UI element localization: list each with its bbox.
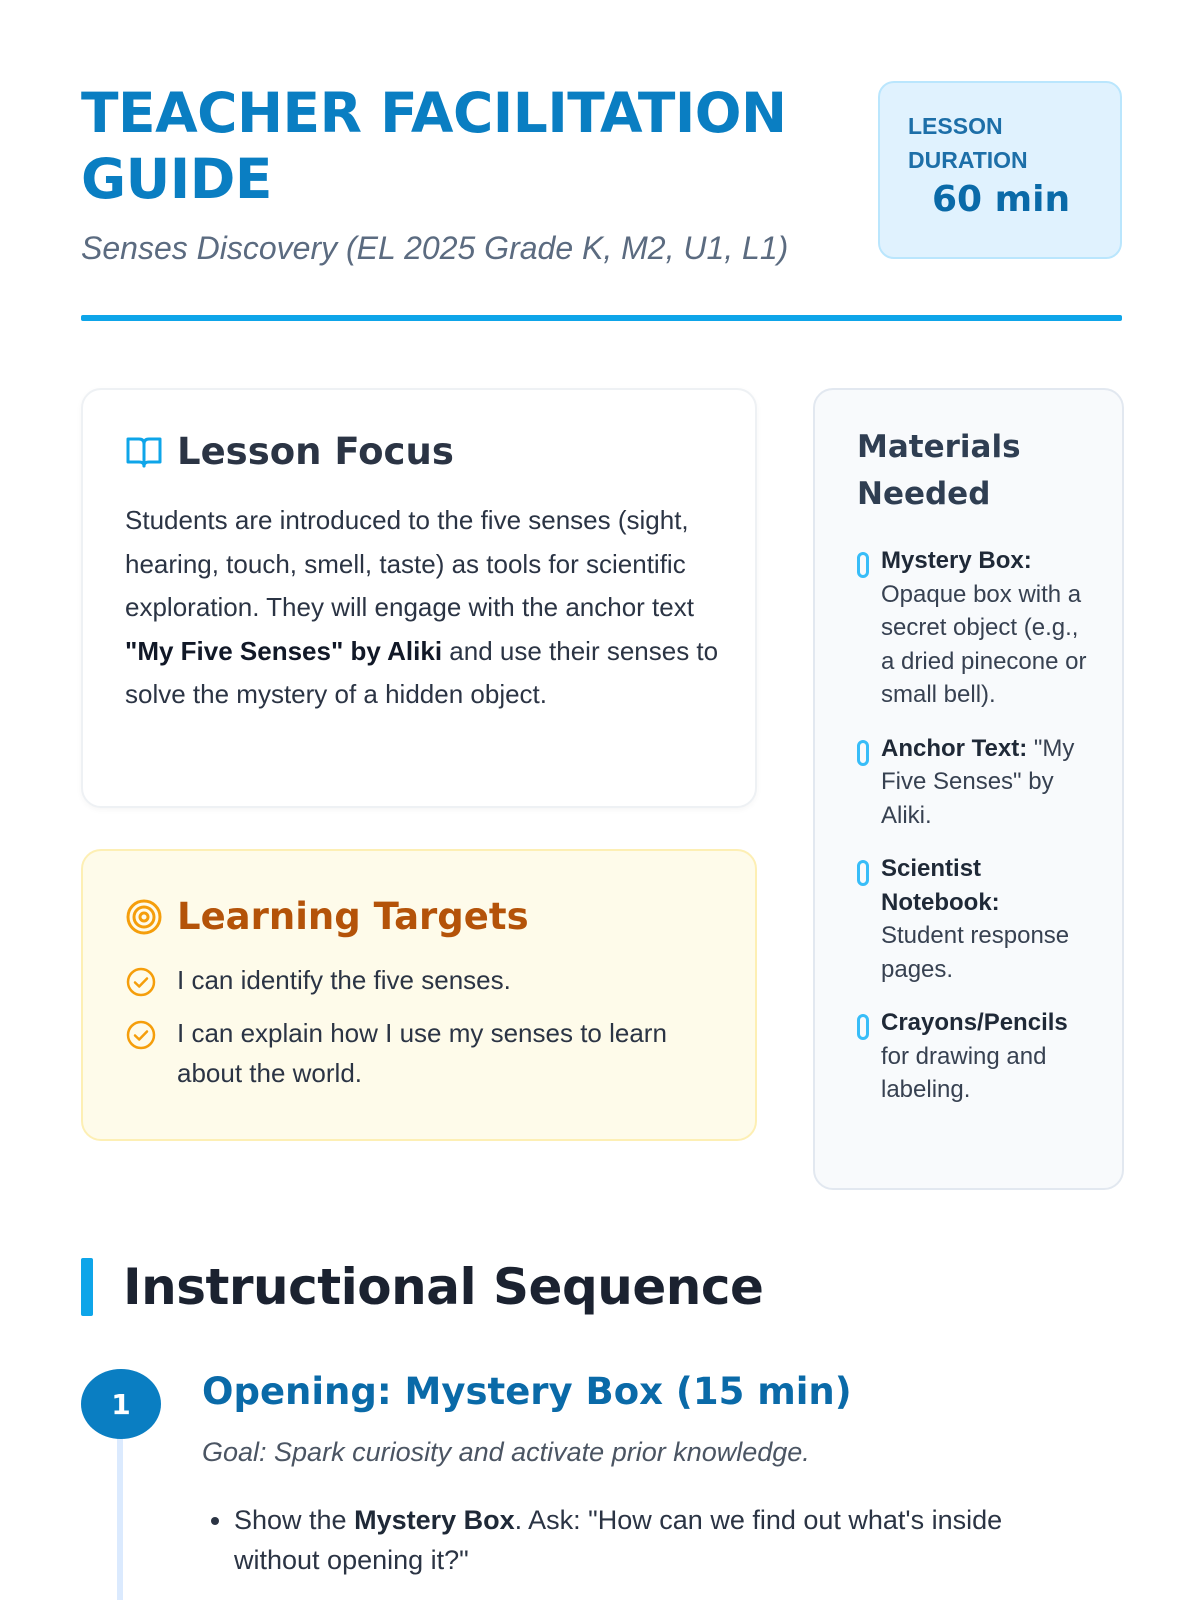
material-bullet-icon: [857, 552, 869, 578]
material-desc: Student response pages.: [881, 922, 1070, 983]
step-bullet-text: Show the: [234, 1505, 355, 1535]
lesson-focus-title: Lesson Focus: [177, 430, 454, 473]
material-item: [857, 544, 1122, 712]
materials-list: [857, 544, 1122, 1107]
learning-target-text: I can identify the five senses.: [177, 965, 511, 995]
learning-target-item: [125, 1013, 725, 1093]
target-icon: [125, 898, 163, 936]
materials-card: [813, 388, 1124, 1190]
page-header: [81, 80, 1122, 266]
material-text: [881, 544, 1093, 712]
lesson-duration-badge: [878, 81, 1122, 259]
material-item: [857, 852, 1122, 986]
page-title: TEACHER FACILITATION GUIDE: [81, 81, 787, 211]
material-bullet-icon: [857, 1014, 869, 1040]
focus-text-part: and use their senses to solve the mystery of a hidden object.: [125, 635, 719, 709]
check-circle-icon: [125, 1019, 157, 1051]
section-accent-bar: [81, 1258, 93, 1316]
material-desc: for drawing and labeling.: [881, 1042, 1047, 1103]
material-text: [881, 732, 1081, 833]
step-timeline-line: [117, 1430, 123, 1600]
learning-targets-list: [125, 960, 755, 1093]
material-name: Anchor Text:: [881, 734, 1028, 762]
lesson-focus-heading: [125, 430, 755, 473]
step-number-badge: 1: [81, 1369, 161, 1439]
material-bullet-icon: [857, 860, 869, 886]
mystery-box-reference: Mystery Box: [354, 1505, 515, 1535]
material-name: Scientist Notebook:: [881, 855, 1000, 916]
open-book-icon: [125, 435, 163, 469]
learning-targets-card: [81, 849, 757, 1141]
material-bullet-icon: [857, 740, 869, 766]
material-item: [857, 732, 1122, 833]
material-desc: Opaque box with a secret object (e.g., a dried pinecone or small bell).: [881, 580, 1087, 708]
step-bullet-list: [234, 1500, 1094, 1580]
section-title: Instructional Sequence: [123, 1258, 764, 1316]
instructional-sequence-heading: [81, 1258, 763, 1316]
duration-label: LESSON DURATION: [908, 113, 1028, 173]
lesson-focus-text: [125, 499, 725, 717]
step-bullet-item: [234, 1500, 1094, 1580]
learning-targets-title: Learning Targets: [177, 895, 529, 938]
lesson-focus-card: [81, 388, 757, 808]
anchor-text-reference: "My Five Senses" by Aliki: [125, 635, 443, 666]
material-name: Crayons/Pencils: [881, 1009, 1068, 1036]
learning-target-item: [125, 960, 725, 1000]
page-subtitle: Senses Discovery (EL 2025 Grade K, M2, U1, L1): [81, 230, 789, 266]
duration-value: 60 min: [932, 179, 1071, 220]
material-desc: "My Five Senses" by Aliki.: [881, 734, 1075, 829]
materials-title: Materials Needed: [857, 429, 1021, 512]
material-name: Mystery Box:: [881, 547, 1032, 574]
material-item: [857, 1006, 1122, 1107]
learning-target-text: I can explain how I use my senses to learn about the world.: [177, 1018, 667, 1088]
focus-text-part: Students are introduced to the five senses (sight, hearing, touch, smell, taste) as tools for scientific exploration. They will engage with the anchor text: [125, 505, 694, 622]
check-circle-icon: [125, 966, 157, 998]
step-goal: Goal: Spark curiosity and activate prior knowledge.: [202, 1437, 810, 1467]
step-title: Opening: Mystery Box (15 min): [202, 1370, 852, 1413]
material-text: [881, 852, 1081, 986]
learning-targets-heading: [125, 895, 755, 938]
header-divider: [81, 315, 1122, 321]
material-text: [881, 1006, 1081, 1107]
step-bullet-text: . Ask: "How can we find out what's inside without opening it?": [234, 1505, 1003, 1575]
